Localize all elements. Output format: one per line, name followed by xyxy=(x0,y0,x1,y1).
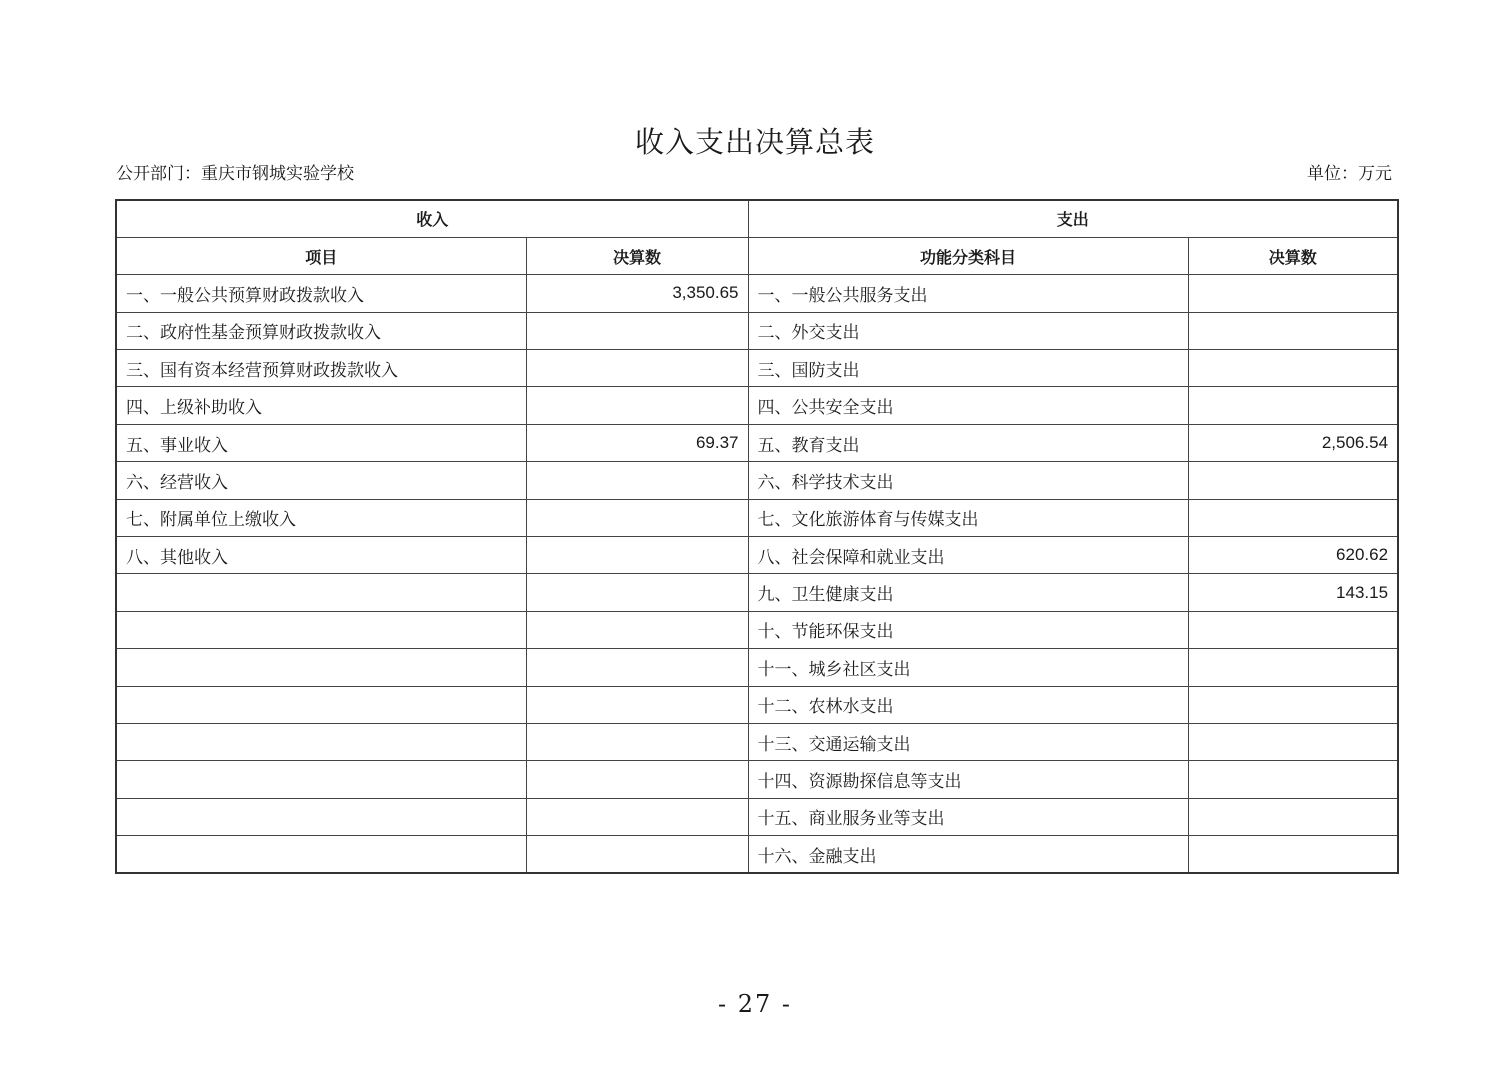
income-item-cell xyxy=(116,836,526,873)
income-item-cell: 四、上级补助收入 xyxy=(116,387,526,424)
income-item-cell: 三、国有资本经营预算财政拨款收入 xyxy=(116,350,526,387)
income-amount-cell: 69.37 xyxy=(526,424,748,461)
income-amount-cell xyxy=(526,611,748,648)
income-amount-cell xyxy=(526,312,748,349)
income-item-cell: 六、经营收入 xyxy=(116,462,526,499)
income-item-cell: 五、事业收入 xyxy=(116,424,526,461)
table-body xyxy=(116,275,1398,873)
table-row xyxy=(116,312,1398,349)
unit-label: 单位：万元 xyxy=(1307,164,1392,184)
expense-amount-cell xyxy=(1188,387,1398,424)
income-amount-cell xyxy=(526,574,748,611)
income-amount-cell xyxy=(526,649,748,686)
expense-amount-cell xyxy=(1188,836,1398,873)
income-amount-cell xyxy=(526,761,748,798)
expense-amount-cell: 143.15 xyxy=(1188,574,1398,611)
income-amount-cell xyxy=(526,387,748,424)
income-amount-cell: 3,350.65 xyxy=(526,275,748,312)
income-amount-header: 决算数 xyxy=(526,237,748,274)
expense-amount-cell xyxy=(1188,611,1398,648)
expense-item-cell: 十六、金融支出 xyxy=(748,836,1188,873)
income-amount-cell xyxy=(526,499,748,536)
table-row xyxy=(116,275,1398,312)
table-row xyxy=(116,761,1398,798)
expense-amount-cell xyxy=(1188,350,1398,387)
income-amount-cell xyxy=(526,462,748,499)
table-row xyxy=(116,611,1398,648)
column-header-row xyxy=(116,237,1398,274)
expense-item-cell: 六、科学技术支出 xyxy=(748,462,1188,499)
table-row xyxy=(116,537,1398,574)
income-item-cell xyxy=(116,798,526,835)
expense-amount-cell xyxy=(1188,499,1398,536)
income-item-cell xyxy=(116,611,526,648)
expense-item-cell: 七、文化旅游体育与传媒支出 xyxy=(748,499,1188,536)
expense-item-cell: 九、卫生健康支出 xyxy=(748,574,1188,611)
income-expense-table xyxy=(115,199,1399,874)
expense-amount-cell xyxy=(1188,761,1398,798)
income-item-cell xyxy=(116,761,526,798)
income-item-cell: 七、附属单位上缴收入 xyxy=(116,499,526,536)
expense-amount-cell: 2,506.54 xyxy=(1188,424,1398,461)
income-amount-cell xyxy=(526,686,748,723)
income-amount-cell xyxy=(526,836,748,873)
table-row xyxy=(116,798,1398,835)
table-row xyxy=(116,387,1398,424)
table-row xyxy=(116,574,1398,611)
expense-item-cell: 十三、交通运输支出 xyxy=(748,723,1188,760)
expense-item-cell: 五、教育支出 xyxy=(748,424,1188,461)
income-amount-cell xyxy=(526,350,748,387)
income-item-cell xyxy=(116,686,526,723)
table-row xyxy=(116,462,1398,499)
expense-amount-cell xyxy=(1188,312,1398,349)
group-header-row xyxy=(116,200,1398,237)
expense-amount-cell xyxy=(1188,649,1398,686)
expense-item-cell: 三、国防支出 xyxy=(748,350,1188,387)
expense-item-cell: 十一、城乡社区支出 xyxy=(748,649,1188,686)
table-row xyxy=(116,499,1398,536)
expense-amount-cell xyxy=(1188,275,1398,312)
expense-amount-cell xyxy=(1188,798,1398,835)
table-row xyxy=(116,424,1398,461)
table-row xyxy=(116,350,1398,387)
expense-item-cell: 一、一般公共服务支出 xyxy=(748,275,1188,312)
income-item-cell xyxy=(116,574,526,611)
expense-group-header: 支出 xyxy=(748,200,1398,237)
expense-item-cell: 二、外交支出 xyxy=(748,312,1188,349)
expense-amount-header: 决算数 xyxy=(1188,237,1398,274)
table-row xyxy=(116,836,1398,873)
income-item-cell xyxy=(116,649,526,686)
department-label: 公开部门：重庆市钢城实验学校 xyxy=(116,164,354,184)
document-title: 收入支出决算总表 xyxy=(634,125,875,159)
expense-amount-cell xyxy=(1188,686,1398,723)
income-item-cell: 八、其他收入 xyxy=(116,537,526,574)
expense-item-cell: 十、节能环保支出 xyxy=(748,611,1188,648)
table-row xyxy=(116,686,1398,723)
income-item-cell xyxy=(116,723,526,760)
table-row xyxy=(116,649,1398,686)
expense-amount-cell xyxy=(1188,462,1398,499)
table-row xyxy=(116,723,1398,760)
income-item-cell: 二、政府性基金预算财政拨款收入 xyxy=(116,312,526,349)
expense-item-cell: 十二、农林水支出 xyxy=(748,686,1188,723)
expense-amount-cell xyxy=(1188,723,1398,760)
income-amount-cell xyxy=(526,798,748,835)
expense-item-cell: 八、社会保障和就业支出 xyxy=(748,537,1188,574)
page-number: - 27 - xyxy=(717,990,792,1018)
expense-item-header: 功能分类科目 xyxy=(748,237,1188,274)
income-item-header: 项目 xyxy=(116,237,526,274)
expense-item-cell: 十五、商业服务业等支出 xyxy=(748,798,1188,835)
income-amount-cell xyxy=(526,723,748,760)
expense-amount-cell: 620.62 xyxy=(1188,537,1398,574)
expense-item-cell: 四、公共安全支出 xyxy=(748,387,1188,424)
income-group-header: 收入 xyxy=(116,200,748,237)
income-item-cell: 一、一般公共预算财政拨款收入 xyxy=(116,275,526,312)
expense-item-cell: 十四、资源勘探信息等支出 xyxy=(748,761,1188,798)
income-amount-cell xyxy=(526,537,748,574)
